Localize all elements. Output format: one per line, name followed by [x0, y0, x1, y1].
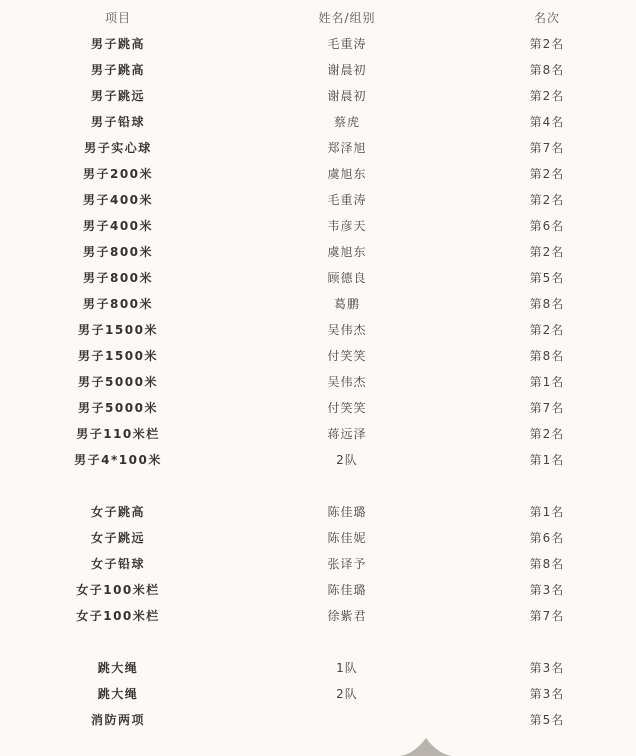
event-cell: 男子110米栏 — [76, 427, 160, 441]
name-cell: 郑泽旭 — [327, 141, 367, 155]
table-row — [0, 499, 636, 525]
name-cell: 蔡虎 — [333, 115, 360, 129]
event-cell: 男子800米 — [82, 245, 154, 259]
rank-cell: 第2名 — [529, 427, 565, 441]
table-row — [0, 577, 636, 603]
name-cell: 虞旭东 — [327, 167, 367, 181]
table-row — [0, 83, 636, 109]
rank-cell: 第7名 — [529, 401, 565, 415]
event-cell: 男子1500米 — [78, 349, 158, 363]
table-row — [0, 135, 636, 161]
event-cell: 女子跳远 — [90, 531, 145, 545]
table-row — [0, 239, 636, 265]
event-cell: 女子100米栏 — [76, 609, 160, 623]
table-row — [0, 603, 636, 629]
rank-cell: 第8名 — [529, 557, 565, 571]
table-row — [0, 655, 636, 681]
rank-cell: 第1名 — [529, 453, 565, 467]
name-cell: 毛重涛 — [327, 193, 367, 207]
event-cell: 男子400米 — [82, 219, 154, 233]
event-cell: 消防两项 — [90, 713, 145, 727]
name-cell: 顾德良 — [327, 271, 367, 285]
name-cell: 张译予 — [327, 557, 367, 571]
name-cell: 韦彦天 — [327, 219, 367, 233]
event-cell: 男子跳高 — [90, 63, 145, 77]
table-row — [0, 213, 636, 239]
rank-cell: 第8名 — [529, 349, 565, 363]
rank-cell: 第5名 — [529, 713, 565, 727]
name-cell: 陈佳璐 — [327, 583, 367, 597]
event-cell: 男子5000米 — [78, 401, 158, 415]
results-table — [0, 5, 636, 733]
rank-cell: 第2名 — [529, 89, 565, 103]
rank-cell: 第1名 — [529, 505, 565, 519]
event-cell: 男子实心球 — [84, 141, 152, 155]
name-cell: 谢晨初 — [327, 63, 367, 77]
table-row — [0, 317, 636, 343]
header-name: 姓名/组别 — [318, 11, 376, 25]
name-cell: 葛鹏 — [333, 297, 360, 311]
name-cell: 徐紫君 — [327, 609, 367, 623]
rank-cell: 第7名 — [529, 141, 565, 155]
group-spacer — [0, 629, 636, 655]
table-row — [0, 343, 636, 369]
table-row — [0, 161, 636, 187]
rank-cell: 第2名 — [529, 323, 565, 337]
name-cell: 虞旭东 — [327, 245, 367, 259]
name-cell: 1队 — [336, 661, 358, 675]
name-cell: 吴伟杰 — [327, 323, 367, 337]
rank-cell: 第6名 — [529, 219, 565, 233]
table-row — [0, 109, 636, 135]
rank-cell: 第6名 — [529, 531, 565, 545]
table-row — [0, 551, 636, 577]
event-cell: 男子5000米 — [78, 375, 158, 389]
name-cell: 陈佳妮 — [327, 531, 367, 545]
rank-cell: 第7名 — [529, 609, 565, 623]
header-rank: 名次 — [533, 11, 560, 25]
table-row — [0, 57, 636, 83]
rank-cell: 第8名 — [529, 63, 565, 77]
rank-cell: 第3名 — [529, 661, 565, 675]
table-row — [0, 187, 636, 213]
table-row — [0, 265, 636, 291]
event-cell: 男子400米 — [82, 193, 154, 207]
event-cell: 女子100米栏 — [76, 583, 160, 597]
table-row — [0, 31, 636, 57]
rank-cell: 第3名 — [529, 687, 565, 701]
name-cell: 陈佳璐 — [327, 505, 367, 519]
table-row — [0, 291, 636, 317]
rank-cell: 第2名 — [529, 37, 565, 51]
name-cell: 2队 — [336, 453, 358, 467]
rank-cell: 第5名 — [529, 271, 565, 285]
event-cell: 男子1500米 — [78, 323, 158, 337]
event-cell: 男子800米 — [82, 271, 154, 285]
group-spacer — [0, 473, 636, 499]
name-cell: 谢晨初 — [327, 89, 367, 103]
table-row — [0, 525, 636, 551]
event-cell: 男子4*100米 — [74, 453, 162, 467]
header-event: 项目 — [104, 11, 131, 25]
table-row — [0, 681, 636, 707]
event-cell: 男子跳远 — [90, 89, 145, 103]
table-row — [0, 421, 636, 447]
rank-cell: 第2名 — [529, 167, 565, 181]
rank-cell: 第1名 — [529, 375, 565, 389]
rank-cell: 第8名 — [529, 297, 565, 311]
event-cell: 跳大绳 — [97, 687, 139, 701]
table-header — [0, 5, 636, 31]
name-cell: 毛重涛 — [327, 37, 367, 51]
event-cell: 男子200米 — [82, 167, 154, 181]
table-body — [0, 31, 636, 733]
table-row — [0, 447, 636, 473]
name-cell: 付笑笑 — [327, 401, 367, 415]
event-cell: 女子跳高 — [90, 505, 145, 519]
rank-cell: 第2名 — [529, 193, 565, 207]
name-cell: 吴伟杰 — [327, 375, 367, 389]
event-cell: 女子铅球 — [90, 557, 145, 571]
rank-cell: 第4名 — [529, 115, 565, 129]
event-cell: 男子跳高 — [90, 37, 145, 51]
table-row — [0, 707, 636, 733]
peak-ornament-icon — [400, 736, 452, 756]
name-cell: 蒋远泽 — [327, 427, 367, 441]
rank-cell: 第3名 — [529, 583, 565, 597]
table-row — [0, 395, 636, 421]
rank-cell: 第2名 — [529, 245, 565, 259]
name-cell: 付笑笑 — [327, 349, 367, 363]
event-cell: 男子800米 — [82, 297, 154, 311]
event-cell: 男子铅球 — [90, 115, 145, 129]
event-cell: 跳大绳 — [97, 661, 139, 675]
name-cell: 2队 — [336, 687, 358, 701]
table-row — [0, 369, 636, 395]
